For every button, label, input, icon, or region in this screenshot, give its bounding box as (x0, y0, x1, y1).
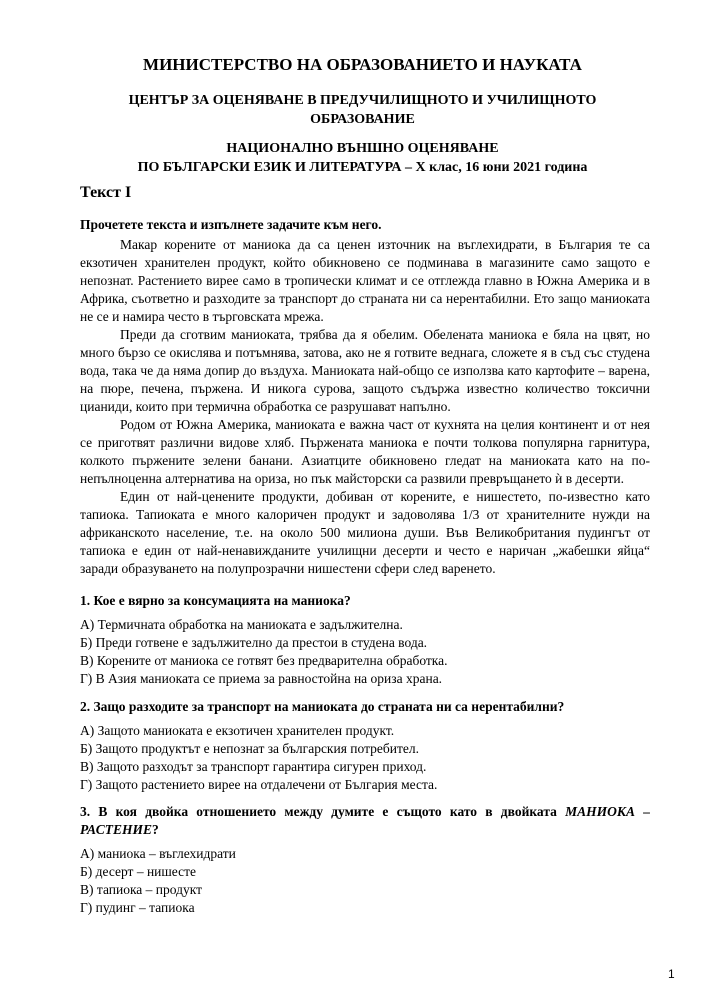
exam-heading (0, 139, 725, 177)
paragraph: Макар корените от маниока да са ценен източник на въглехидрати, в България те са екзотичен хранителен продукт, който обикновено се подминава в магазините само защото е непознат. Растението вирее само в тропически климат и се отглежда главно в Южна Америка и в Африка, съответно и разходите за транспорт до страната ни са нерентабилни. Ето защо маниоката не се и намира често в търговската мрежа. (80, 237, 650, 324)
ministry-heading: МИНИСТЕРСТВО НА ОБРАЗОВАНИЕТО И НАУКАТА (143, 55, 582, 74)
answer-option-b[interactable]: Б) десерт – нишесте (80, 864, 196, 879)
answer-option-a[interactable]: А) Термичната обработка на маниоката е задължителна. (80, 617, 403, 632)
answer-option-a[interactable]: А) Защото маниоката е екзотичен хранителен продукт. (80, 723, 395, 738)
question-stem-italic: МАНИОКА – РАСТЕНИЕ (80, 804, 651, 837)
paragraph: Един от най-ценените продукти, добиван от корените, е нишестето, по-известно като тапиока. Тапиоката е много калоричен продукт и задоволява 1/3 от хранителните нужди на африканското население, т.е. на около 500 милиона души. Във Великобритания пудингът от тапиока е един от най-ненавижданите училищни десерти и често е наричан „жабешки яйца“ заради образуването на полупрозрачни нишестени сфери след варенето. (80, 489, 650, 576)
answer-option-b[interactable]: Б) Защото продуктът е непознат за българския потребител. (80, 741, 420, 756)
reading-text (80, 236, 650, 578)
answer-option-a[interactable]: А) маниока – въглехидрати (80, 846, 236, 861)
paragraph: Преди да сготвим маниоката, трябва да я обелим. Обелената маниока е бяла на цвят, но много бързо се окислява и потъмнява, затова, ако не я готвите веднага, сложете я в съд със студена вода, така че да няма допир до въздуха. Маниоката най-общо се използва като картофите – варена, на пюре, печена, пържена. И никога сурова, защото съдържа известно количество токсични цианиди, които при термична обработка се разрушават напълно. (80, 327, 650, 414)
question-stem (80, 803, 650, 839)
question-stem-prefix: 3. В коя двойка отношението между думите е същото като в двойката (80, 804, 566, 819)
section-title: Текст I (80, 184, 132, 201)
center-heading-line2: ОБРАЗОВАНИЕ (310, 112, 415, 127)
question-2 (80, 698, 650, 794)
answer-option-d[interactable]: Г) пудинг – тапиока (80, 900, 195, 915)
answer-option-b[interactable]: Б) Преди готвене е задължително да престои в студена вода. (80, 635, 428, 650)
exam-heading-line1: НАЦИОНАЛНО ВЪНШНО ОЦЕНЯВАНЕ (226, 141, 499, 156)
answer-option-c[interactable]: В) Корените от маниока се готвят без предварителна обработка. (80, 653, 448, 668)
answer-option-d[interactable]: Г) В Азия маниоката се приема за равностойна на ориза храна. (80, 671, 443, 686)
paragraph: Родом от Южна Америка, маниоката е важна част от кухнята на целия континент и от нея се приготвят различни видове хляб. Пържената маниока е почти толкова популярна гарнитура, колкото пържените зелени банани. Азиатците обикновено гледат на маниоката като на по-непълноценна алтернатива на ориза, но пък майсторски са развили превръщането ѝ в десерти. (80, 417, 650, 486)
exam-heading-line2: ПО БЪЛГАРСКИ ЕЗИК И ЛИТЕРАТУРА – Х клас, 16 юни 2021 година (137, 160, 588, 175)
question-stem: 2. Защо разходите за транспорт на маниоката до страната ни са нерентабилни? (80, 699, 565, 714)
question-stem: 1. Кое е вярно за консумацията на маниока? (80, 593, 351, 608)
page-number: 1 (668, 967, 675, 981)
center-heading-line1: ЦЕНТЪР ЗА ОЦЕНЯВАНЕ В ПРЕДУЧИЛИЩНОТО И УЧИЛИЩНОТО (128, 93, 597, 108)
answer-option-d[interactable]: Г) Защото растението вирее на отдалечени от България места. (80, 777, 438, 792)
answer-option-c[interactable]: В) тапиока – продукт (80, 882, 203, 897)
center-heading (0, 91, 725, 129)
answer-option-c[interactable]: В) Защото разходът за транспорт гарантира сигурен приход. (80, 759, 427, 774)
question-stem-suffix: ? (152, 822, 159, 837)
question-1 (80, 592, 650, 688)
reading-instruction: Прочетете текста и изпълнете задачите към него. (80, 217, 382, 232)
question-3 (80, 803, 650, 917)
